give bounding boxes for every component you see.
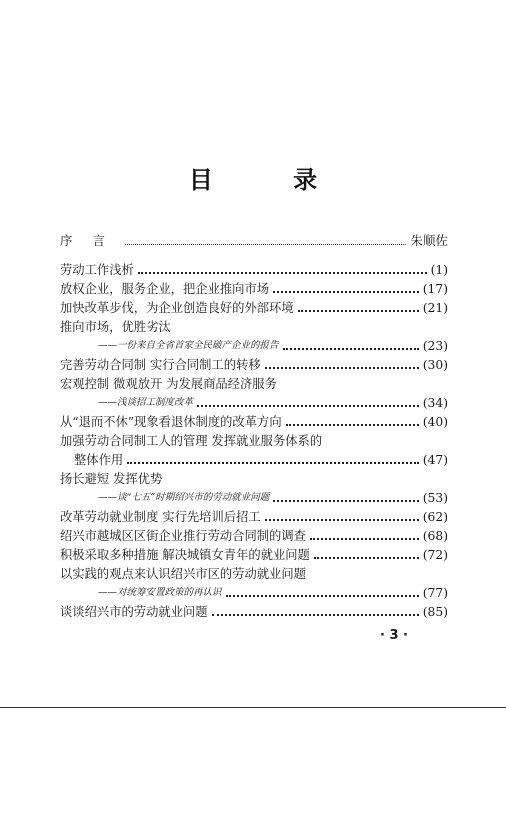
toc-entry-title: 从“退而不休”现象看退休制度的改革方向 (60, 415, 282, 429)
toc-entry[interactable] (60, 525, 448, 544)
toc-entry[interactable] (60, 506, 448, 525)
toc-entry-page: (23) (422, 339, 448, 353)
toc-entry[interactable] (60, 259, 448, 278)
toc-entry-title: 宏观控制 微观放开 为发展商品经济服务 (60, 377, 277, 391)
toc-entry[interactable] (60, 316, 448, 335)
toc-entry-title: 放权企业，服务企业，把企业推向市场 (60, 282, 270, 296)
toc-entry-title: 推向市场，优胜劣汰 (60, 320, 171, 334)
toc-entry-page: (62) (422, 510, 448, 524)
footer-rule (0, 707, 506, 708)
toc-entry-subtitle[interactable] (60, 487, 448, 506)
toc-entry-page: (72) (422, 548, 448, 562)
toc-entry-title: 谈谈绍兴市的劳动就业问题 (60, 605, 208, 619)
toc-entry-title: 绍兴市越城区区街企业推行劳动合同制的调查 (60, 529, 306, 543)
leader-dots (273, 500, 419, 502)
leader-dots (197, 405, 419, 407)
leader-dots (273, 291, 419, 293)
toc-entry[interactable] (60, 411, 448, 430)
toc-entry[interactable] (60, 468, 448, 487)
leader-dots (125, 244, 406, 245)
toc-entry[interactable] (60, 354, 448, 373)
toc-entry[interactable] (60, 563, 448, 582)
toc-entry-page: (1) (430, 263, 448, 277)
preface-label: 序言 (60, 233, 126, 248)
leader-dots (310, 538, 419, 540)
toc-entry[interactable] (60, 297, 448, 316)
toc-entry-page: (17) (422, 282, 448, 296)
toc-entry-page: (30) (422, 358, 448, 372)
toc-entry-title: ——对统筹安置政策的再认识 (98, 587, 222, 598)
toc-entry-title: 以实践的观点来认识绍兴市区的劳动就业问题 (60, 567, 306, 581)
toc-entry-title: 劳动工作浅析 (60, 263, 134, 277)
toc-entry-title: 整体作用 (74, 453, 124, 467)
preface-author: 朱顺佐 (410, 233, 448, 248)
leader-dots (298, 310, 419, 312)
toc-entry[interactable] (60, 373, 448, 392)
leader-dots (212, 614, 419, 616)
page-number: · 3 · (380, 628, 408, 643)
leader-dots (286, 424, 419, 426)
toc-entry-page: (85) (422, 605, 448, 619)
toc-entry-page: (68) (422, 529, 448, 543)
toc-entry-page: (53) (422, 491, 448, 505)
toc-entry[interactable] (60, 544, 448, 563)
toc-entry-title: 完善劳动合同制 实行合同制工的转移 (60, 358, 261, 372)
toc-entry-page: (40) (422, 415, 448, 429)
toc-entry-title: 积极采取多种措施 解决城镇女青年的就业问题 (60, 548, 310, 562)
toc-entry-subtitle[interactable] (60, 392, 448, 411)
toc-entry-continuation[interactable] (60, 449, 448, 468)
leader-dots (265, 367, 419, 369)
preface-entry[interactable] (60, 231, 448, 249)
leader-dots (283, 348, 419, 350)
leader-dots (265, 519, 419, 521)
toc-entry-title: 改革劳动就业制度 实行先培训后招工 (60, 510, 261, 524)
toc-entry-subtitle[interactable] (60, 335, 448, 354)
toc-entry[interactable] (60, 430, 448, 449)
toc-entry-title: ——谈“七五”时期绍兴市的劳动就业问题 (98, 492, 270, 503)
toc-entry-title: 扬长避短 发挥优势 (60, 472, 163, 486)
toc-entry-page: (77) (422, 586, 448, 600)
toc-entry-title: 加快改革步伐，为企业创造良好的外部环境 (60, 301, 294, 315)
toc-entry[interactable] (60, 278, 448, 297)
toc-entry[interactable] (60, 601, 448, 620)
toc-entry-page: (34) (422, 396, 448, 410)
toc-entry-page: (21) (422, 301, 448, 315)
toc-entry-title: ——浅谈招工制度改革 (98, 397, 194, 408)
toc-entry-page: (47) (422, 453, 448, 467)
leader-dots (226, 595, 419, 597)
toc-entry-subtitle[interactable] (60, 582, 448, 601)
leader-dots (314, 557, 419, 559)
toc-entry-title: 加强劳动合同制工人的管理 发挥就业服务体系的 (60, 434, 323, 448)
page-title: 目 录 (188, 166, 354, 194)
leader-dots (138, 272, 427, 274)
toc-entry-title: ——一份来自全省首家全民破产企业的报告 (98, 340, 279, 351)
leader-dots (127, 462, 419, 464)
